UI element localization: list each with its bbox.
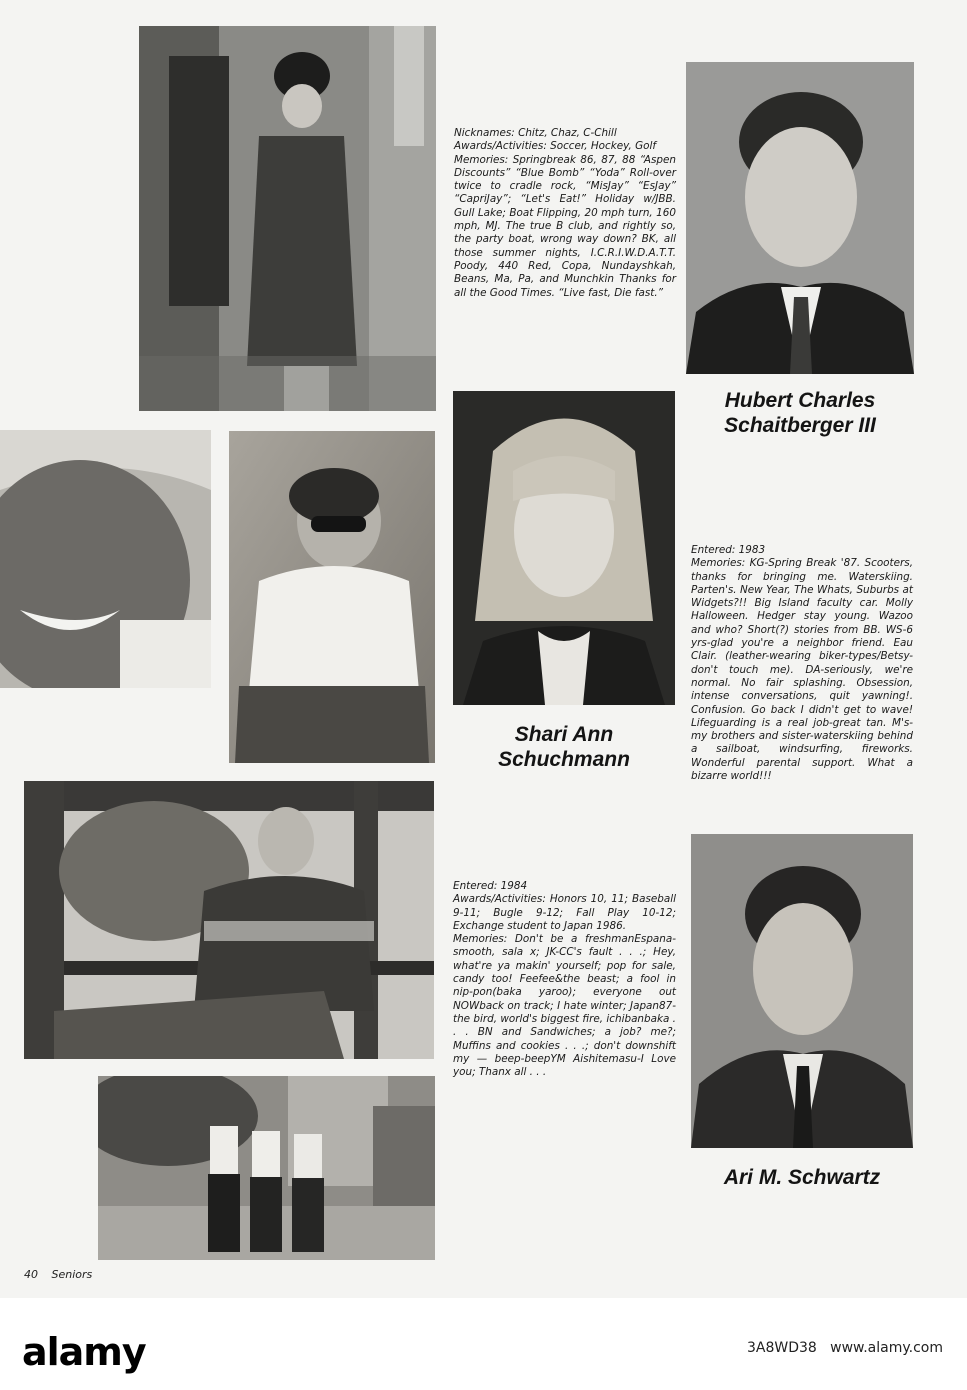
photo-sweater-window [24, 781, 434, 1059]
bio-text-hubert: Nicknames: Chitz, Chaz, C-Chill Awards/Activities: Soccer, Hockey, Golf Memories: Springbreak 86, 87, 88 “Aspen Discounts” “Blue Bomb” “Yoda” Roll-over twice to cradle rock, “MisJay” “EsJay” “CapriJay”; “Let's Eat!” Holiday w/JBB. Gull Lake; Boat Flipping, 20 mph turn, 160 mph, MJ. The true B club, and rightly so, the party boat, wrong way down? BK, all those summer nights, I.C.R.I.W.D.A.T.T. Poody, 440 Red, Copa, Nundayshkah, Beans, Ma, Pa, and Munchkin Thanks for all the Good Times. “Live fast, Die fast.” [454, 127, 676, 299]
portrait-ari [691, 834, 913, 1148]
page-number: 40 [24, 1268, 38, 1281]
image-id: 3A8WD38 [746, 1340, 817, 1356]
alamy-logo: alamy [22, 1330, 146, 1374]
name-ari: Ari M. Schwartz [723, 1166, 881, 1189]
photo-smiling-closeup [0, 430, 211, 688]
page-footer [24, 1268, 92, 1281]
portrait-hubert [686, 62, 914, 374]
bio-text-ari: Entered: 1984 Awards/Activities: Honors 10, 11; Baseball 9-11; Bugle 9-12; Fall Play 10-12; Exchange student to Japan 1986. Memories: Don't be a freshmanEspana-smooth, sala x; JK-CC's fault . . .; Hey, what're ya makin' yourself; pop for sale, candy too! Feefee&the beast; a fool in nip-pon(baka yaroo); everyone out NOWback on track; I hate winter; Japan87-the bird, world's biggest fire, ichibanbaka . . . BN and Sandwiches; a job? me?; Muffins and cookies . . .; don't downshift my — beep-beepYM Aishitemasu-I Love you; Thanx all . . . [453, 880, 676, 1079]
bio-text-shari: Entered: 1983 Memories: KG-Spring Break '87. Scooters, thanks for bringing me. Waterskiing. Parten's. New Year, The Whats, Suburbs at Widgets?!! Big Island faculty car. Molly Halloween. Hedger stay young. Wazoo and who? Short(?) stories from BB. WS-6 yrs-glad you're a neighbor friend. Eau Clair. (leather-wearing biker-types/Betsy-don't touch me). DA-seriously, we're normal. No fair splashing. Obsession, intense conversations, quit yawning!. Confusion. Go back I didn't get to wave! Lifeguarding is a real job-great tan. M's-my brothers and sister-waterskiing behind a sailboat, windsurfing, fireworks. Wonderful parental support. What a bizarre world!!! [691, 544, 913, 783]
portrait-shari [453, 391, 675, 705]
watermark-meta [747, 1340, 943, 1356]
site-url: www.alamy.com [830, 1340, 943, 1356]
section-label: Seniors [51, 1268, 93, 1281]
name-hubert: Hubert Charles Schaitberger III [724, 389, 876, 437]
photo-seated-sunglasses [229, 431, 435, 763]
photo-man-in-coat [139, 26, 436, 411]
photo-group-outdoors [98, 1076, 435, 1260]
name-shari: Shari Ann Schuchmann [498, 723, 630, 771]
